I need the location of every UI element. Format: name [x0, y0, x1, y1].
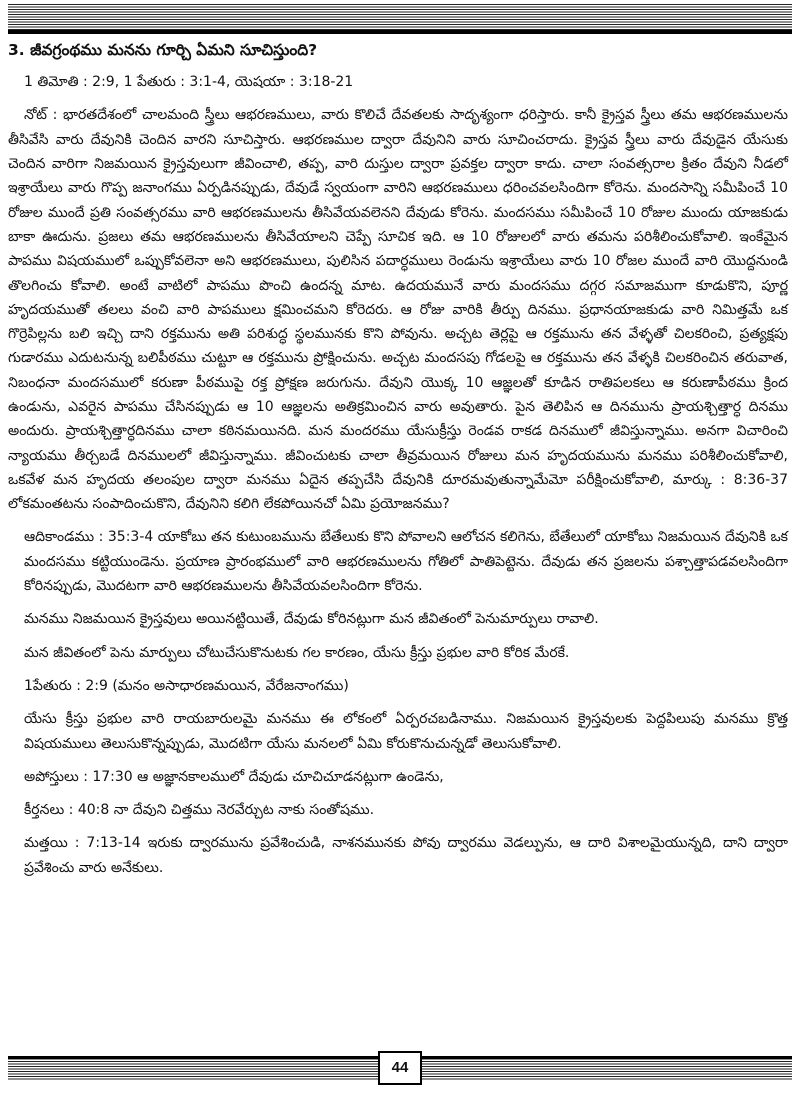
scripture-references: 1 తిమోతి : 2:9, 1 పేతురు : 3:1-4, యెషయా : 3:18-21: [24, 74, 354, 91]
matthew-paragraph: మత్తయి : 7:13-14 ఇరుకు ద్వారమును ప్రవేశించుడి, నాశనమునకు పోవు ద్వారము వెడల్పును, ఆ దారి విశాలమైయున్నది, దాని ద్వారా ప్రవేశించు వారు అనేకులు.: [24, 835, 788, 876]
page-number: 44: [378, 1051, 422, 1085]
note-paragraph: నోట్ : భారతదేశంలో చాలమంది స్త్రీలు ఆభరణములు, వారు కొలిచే దేవతలకు సాదృశ్యంగా ధరిస్తారు. కానీ క్రైస్తవ స్త్రీలు తమ ఆభరణములను తీసివేసి వారు దేవునికి చెందిన వారని సూచిస్తారు. ఆభరణముల ద్వారా దేవునిని వారు సూచించరాదు. క్రైస్తవ స్త్రీలు వారు దేవుడైన యేసుకు చెందిన వారిగా నిజమయిన క్రైస్తవులుగా జీవించాలి, తప్ప, వారి దుస్తుల ద్వారా ప్రవక్తల ద్వారా కాదు. చాలా సంవత్సరాల క్రితం దేవుని నీడలో ఇశ్రాయేలు వారు గొప్ప జనాంగము ఏర్పడినప్పుడు, దేవుడే స్వయంగా వారిని ఆభరణములు ధరించవలసిందిగా కోరెను. మందసాన్ని సమీపించే 10 రోజుల ముందే ప్రతి సంవత్సరము వారి ఆభరణములను తీసివేయవలెనని దేవుడు కోరెను. మందసము సమీపించే 10 రోజుల ముందు యాజకుడు బాకా ఊదును. ప్రజలు తమ ఆభరణములను తీసివేయాలని చెప్పే సూచిక ఇది. ఆ 10 రోజులలో వారు తమను పరిశీలించుకోవాలి. ఇంకేమైన పాపము విషయములో ఒప్పుకోవలెనా అని ఆభరణములు, పులిసిన పదార్ధములు రెండును ఇశ్రాయేలు వారు 10 రోజల ముందే వారి యొద్దనుండి తొలగించు కోవాలి. అంటే వాటిలో పాపము పొంచి ఉందన్న మాట. ఉదయమునే వారు మందసము దగ్గర సమాజముగా కూడుకొని, పూర్ణ హృదయముతో తలలు వంచి వారి పాపములు క్షమించమని కోరెదరు. ఆ రోజు వారికి తీర్పు దినము. ప్రధానయాజకుడు వారి నిమిత్తమే ఒక గొర్రెపిల్లను బలి ఇచ్చి దాని రక్తమును అతి పరిశుద్ధ స్థలమునకు కొని పోవును. అచ్చట తెర్లపై ఆ రక్తమును తన వేళ్ళతో చిలకరించి, ప్రత్యక్షపు గుడారము ఎదుటనున్న బలిపీఠము చుట్టూ ఆ రక్తమును ప్రోక్షించును. అచ్చట మందసపు గోడలపై ఆ రక్తమును తన వేళ్ళకి చిలకరించిన తరువాత, నిబంధనా మందసములో కరుణా పీఠముపై రక్త ప్రోక్షణ జరుగును. దేవుని యొక్క 10 ఆజ్ఞలతో కూడిన రాతిపలకలు ఆ కరుణాపీఠము క్రింద ఉండును, ఎవరైన పాపము చేసినప్పుడు ఆ 10 ఆజ్ఞలను అతిక్రమించిన వారు అవుతారు. పైన తెలిపిన ఆ దినమును ప్రాయశ్చిత్తార్ధ దినము అందురు. ప్రాయశ్చిత్తార్ధదినము చాలా కఠినమయినది. మన మందరము యేసుక్రీస్తు రెండవ రాకడ దినములో జీవిస్తున్నాము. అనగా విచారించి న్యాయము తీర్చబడే దినములలో జీవిస్తున్నాము. జీవించుటకు చాలా తీవ్రమయిన రోజులు మన హృదయమును మనము పరిశీలించుకోవాలి, ఒకవేళ మన హృదయ తలంపుల ద్వారా మనము ఏదైన తప్పచేసి దేవునికి దూరమవుతున్నామేమో పరీక్షించుకోవాలి, మార్కు : 8:36-37 లోకమంతటను సంపాదించుకొని, దేవునిని కలిగి లేకపోయినచో ఏమి ప్రయోజనము?: [8, 107, 788, 513]
footer: [8, 1048, 792, 1088]
page-content: [8, 40, 788, 1034]
changes-paragraph: మన జీవితంలో పెను మార్పులు చోటుచేసుకొనుటకు గల కారణం, యేసు క్రీస్తు ప్రభుల వారి కోరిక మేరకే.: [24, 644, 570, 661]
genesis-paragraph: ఆదికాండము : 35:3-4 యాకోబు తన కుటుంబమును బేతేలుకు కొని పోవాలని ఆలోచన కలిగెను, బేతేలులో యాకోబు నిజమయిన దేవునికి ఒక మందసము కట్టియుండెను. ప్రయాణ ప్రారంభములో వారి ఆభరణములను గోతిలో పాతిపెట్టెను. దేవుడు తన ప్రజలను పశ్చాత్తాపడవలసిందిగా కోరినప్పుడు, మొదటగా వారి ఆభరణములను తీసివేయవలసిందిగా కోరెను.: [24, 529, 788, 595]
peter-paragraph: 1పేతురు : 2:9 (మనం అసాధారణమయిన, వేరేజనాంగము): [24, 677, 349, 694]
top-rule: [8, 4, 792, 34]
psalms-paragraph: కీర్తనలు : 40:8 నా దేవుని చిత్తము నెరవేర్చుట నాకు సంతోషము.: [24, 802, 375, 819]
question-heading: 3. జీవగ్రంథము మనను గూర్చి ఏమని సూచిస్తుంది?: [8, 41, 318, 59]
ambassadors-paragraph: యేసు క్రీస్తు ప్రభుల వారి రాయబారులమై మనము ఈ లోకంలో ఏర్పరచబడినాము. నిజమయిన క్రైస్తవులకు పెద్దపిలుపు మనము క్రొత్త విషయములు తెలుసుకొన్నప్పుడు, మొదటిగా యేసు మనలలో ఏమి కోరుకొనుచున్నడో తెలుసుకోవాలి.: [24, 711, 788, 752]
christians-paragraph: మనము నిజమయిన క్రైస్తవులు అయినట్టియితే, దేవుడు కోరినట్లుగా మన జీవితంలో పెనుమార్పులు రావాలి.: [24, 611, 599, 628]
acts-paragraph: అపోస్తులు : 17:30 ఆ అజ్ఞానకాలములో దేవుడు చూచిచూడనట్లుగా ఉండెను,: [24, 768, 444, 785]
